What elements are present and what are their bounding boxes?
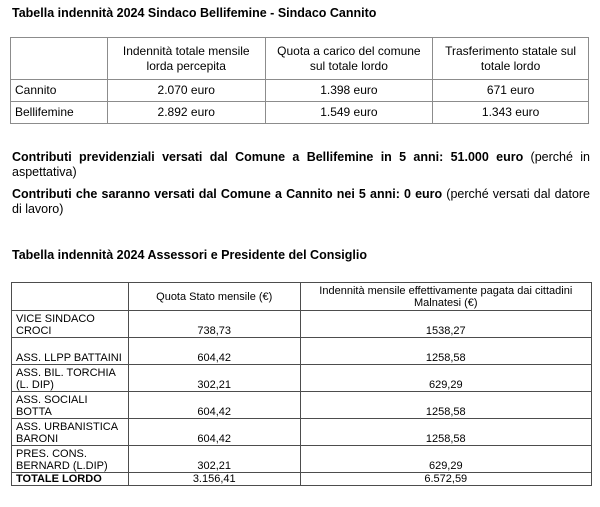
row-label: ASS. BIL. TORCHIA (L. DIP)	[12, 365, 129, 392]
cell-stato: 1.343 euro	[433, 102, 589, 124]
cell-indennita: 629,29	[300, 365, 591, 392]
row-label: VICE SINDACO CROCI	[12, 311, 129, 338]
table-header-row	[12, 283, 592, 311]
sindaco-indemnity-table	[10, 37, 589, 124]
header-cell-empty	[12, 283, 129, 311]
header-cell-empty	[11, 38, 108, 80]
cell-indennita: 629,29	[300, 446, 591, 473]
row-label: ASS. LLPP BATTAINI	[12, 338, 129, 365]
cell-quota-stato: 604,42	[128, 338, 300, 365]
table-row	[12, 392, 592, 419]
table-row	[12, 446, 592, 473]
cell-comune: 1.398 euro	[265, 80, 433, 102]
row-label: ASS. URBANISTICA BARONI	[12, 419, 129, 446]
cell-quota-stato: 738,73	[128, 311, 300, 338]
para-normal-text: (perché in aspettativa)	[12, 150, 590, 179]
total-indennita: 6.572,59	[300, 473, 591, 486]
title-sindaco-table: Tabella indennità 2024 Sindaco Bellifemine - Sindaco Cannito	[12, 6, 377, 20]
para-bold-text: Contributi previdenziali versati dal Comune a Bellifemine in 5 anni: 51.000 euro	[12, 150, 524, 164]
table-total-row	[12, 473, 592, 486]
row-label: Cannito	[11, 80, 108, 102]
header-cell-indennita-cittadini: Indennità mensile effettivamente pagata dai cittadini Malnatesi (€)	[300, 283, 591, 311]
cell-quota-stato: 302,21	[128, 365, 300, 392]
cell-indennita: 1538,27	[300, 311, 591, 338]
cell-indennita: 1258,58	[300, 419, 591, 446]
para-normal-text: (perché versati dal datore di lavoro)	[12, 187, 591, 216]
header-cell-stato: Trasferimento statale sul totale lordo	[433, 38, 589, 80]
header-cell-comune: Quota a carico del comune sul totale lordo	[265, 38, 433, 80]
cell-indennita: 1258,58	[300, 392, 591, 419]
table-row	[12, 365, 592, 392]
row-label: Bellifemine	[11, 102, 108, 124]
cell-quota-stato: 604,42	[128, 392, 300, 419]
table-row	[12, 338, 592, 365]
contributi-bellifemine-paragraph	[12, 150, 590, 180]
cell-total: 2.070 euro	[107, 80, 265, 102]
row-label: PRES. CONS. BERNARD (L.DIP)	[12, 446, 129, 473]
assessori-indemnity-table	[11, 282, 592, 486]
total-quota-stato: 3.156,41	[128, 473, 300, 486]
cell-total: 2.892 euro	[107, 102, 265, 124]
para-bold-text: Contributi che saranno versati dal Comune a Cannito nei 5 anni: 0 euro	[12, 187, 443, 201]
header-cell-quota-stato: Quota Stato mensile (€)	[128, 283, 300, 311]
table-header-row	[11, 38, 589, 80]
contributi-cannito-paragraph	[12, 187, 590, 217]
table-row	[12, 311, 592, 338]
cell-comune: 1.549 euro	[265, 102, 433, 124]
row-label: ASS. SOCIALI BOTTA	[12, 392, 129, 419]
header-cell-total: Indennità totale mensile lorda percepita	[107, 38, 265, 80]
table-row	[11, 80, 589, 102]
cell-indennita: 1258,58	[300, 338, 591, 365]
table-row	[11, 102, 589, 124]
cell-stato: 671 euro	[433, 80, 589, 102]
cell-quota-stato: 302,21	[128, 446, 300, 473]
total-label: TOTALE LORDO	[12, 473, 129, 486]
table-row	[12, 419, 592, 446]
cell-quota-stato: 604,42	[128, 419, 300, 446]
title-assessori-table: Tabella indennità 2024 Assessori e Presidente del Consiglio	[12, 248, 367, 262]
